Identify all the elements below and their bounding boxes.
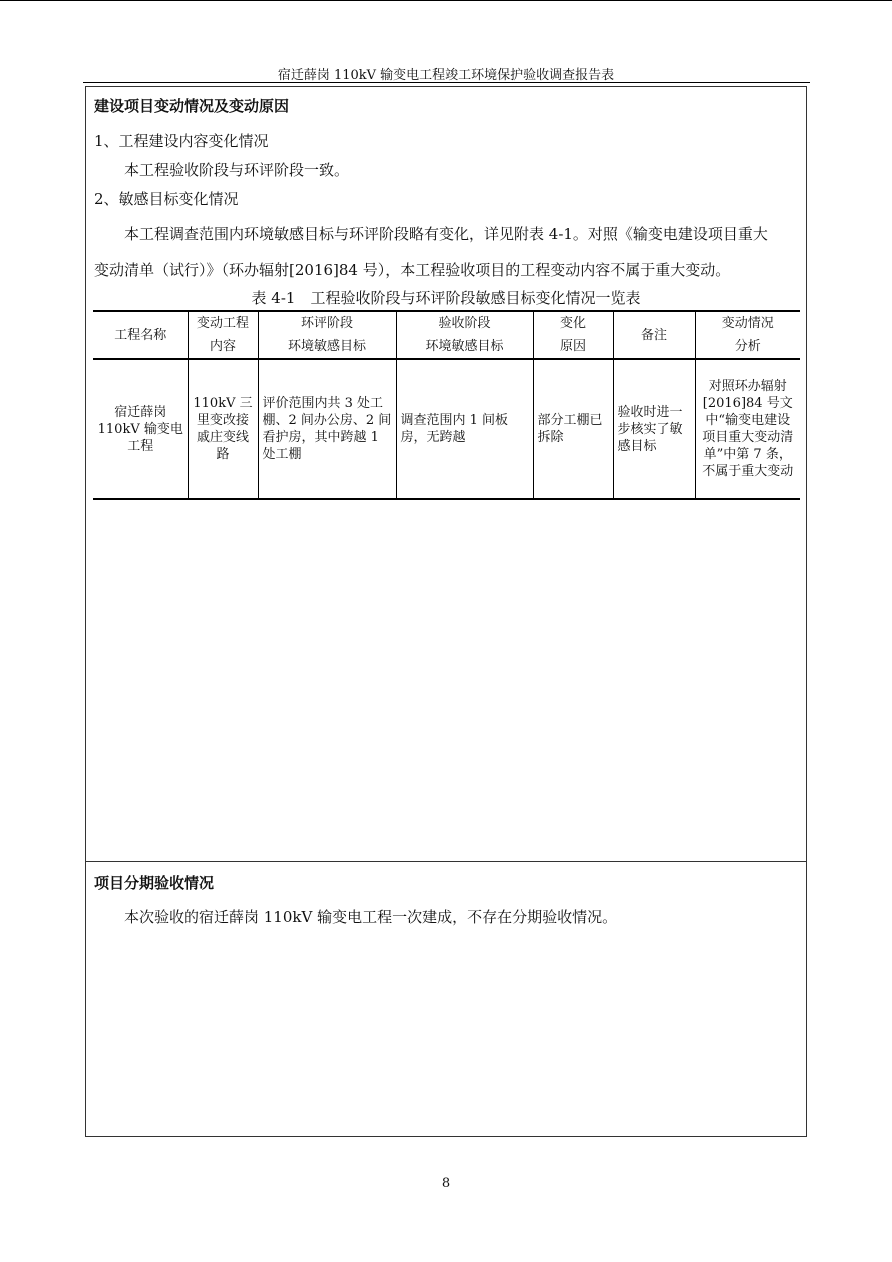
top-border xyxy=(0,0,892,1)
cell-project-name: 宿迁薛岗 110kV 输变电工程 xyxy=(93,359,188,499)
section-changes-box xyxy=(85,86,807,862)
section-phased-title: 项目分期验收情况 xyxy=(94,874,215,892)
cell-change-content: 110kV 三里变改接戚庄变线路 xyxy=(188,359,258,499)
cell-eia-targets: 评价范围内共 3 处工棚、2 间办公房、2 间看护房，其中跨越 1 处工棚 xyxy=(258,359,396,499)
item1-heading: 1、工程建设内容变化情况 xyxy=(94,132,269,150)
item2-text-line1: 本工程调查范围内环境敏感目标与环评阶段略有变化，详见附表 4-1。对照《输变电建设项目重大 xyxy=(124,225,768,243)
cell-acceptance-targets: 调查范围内 1 间板房，无跨越 xyxy=(396,359,533,499)
section-changes-title: 建设项目变动情况及变动原因 xyxy=(94,97,290,115)
table-caption: 表 4-1 工程验收阶段与环评阶段敏感目标变化情况一览表 xyxy=(251,289,641,307)
section-phased-box xyxy=(85,861,807,1137)
header-project-name: 工程名称 xyxy=(93,311,188,359)
item1-text: 本工程验收阶段与环评阶段一致。 xyxy=(124,161,350,179)
header-change-analysis: 变动情况 分析 xyxy=(695,311,800,359)
header-change-reason: 变化 原因 xyxy=(533,311,613,359)
sensitive-target-table xyxy=(93,310,800,500)
page-header-title: 宿迁薛岗 110kV 输变电工程竣工环境保护验收调查报告表 xyxy=(277,68,615,83)
header-eia-targets: 环评阶段 环境敏感目标 xyxy=(258,311,396,359)
table-header-row xyxy=(93,311,800,359)
header-rule xyxy=(83,82,810,83)
cell-change-reason: 部分工棚已拆除 xyxy=(533,359,613,499)
item2-heading: 2、敏感目标变化情况 xyxy=(94,190,239,208)
cell-change-analysis: 对照环办辐射[2016]84 号文中“输变电建设项目重大变动清单”中第 7 条，不属于重大变动 xyxy=(695,359,800,499)
page-number: 8 xyxy=(441,1176,451,1191)
phased-text: 本次验收的宿迁薛岗 110kV 输变电工程一次建成，不存在分期验收情况。 xyxy=(124,908,618,926)
header-change-content: 变动工程 内容 xyxy=(188,311,258,359)
cell-remarks: 验收时进一步核实了敏感目标 xyxy=(613,359,695,499)
header-remarks: 备注 xyxy=(613,311,695,359)
header-acceptance-targets: 验收阶段 环境敏感目标 xyxy=(396,311,533,359)
table-row xyxy=(93,359,800,499)
item2-text-line2: 变动清单（试行）》（环办辐射[2016]84 号），本工程验收项目的工程变动内容不属于重大变动。 xyxy=(94,261,731,279)
